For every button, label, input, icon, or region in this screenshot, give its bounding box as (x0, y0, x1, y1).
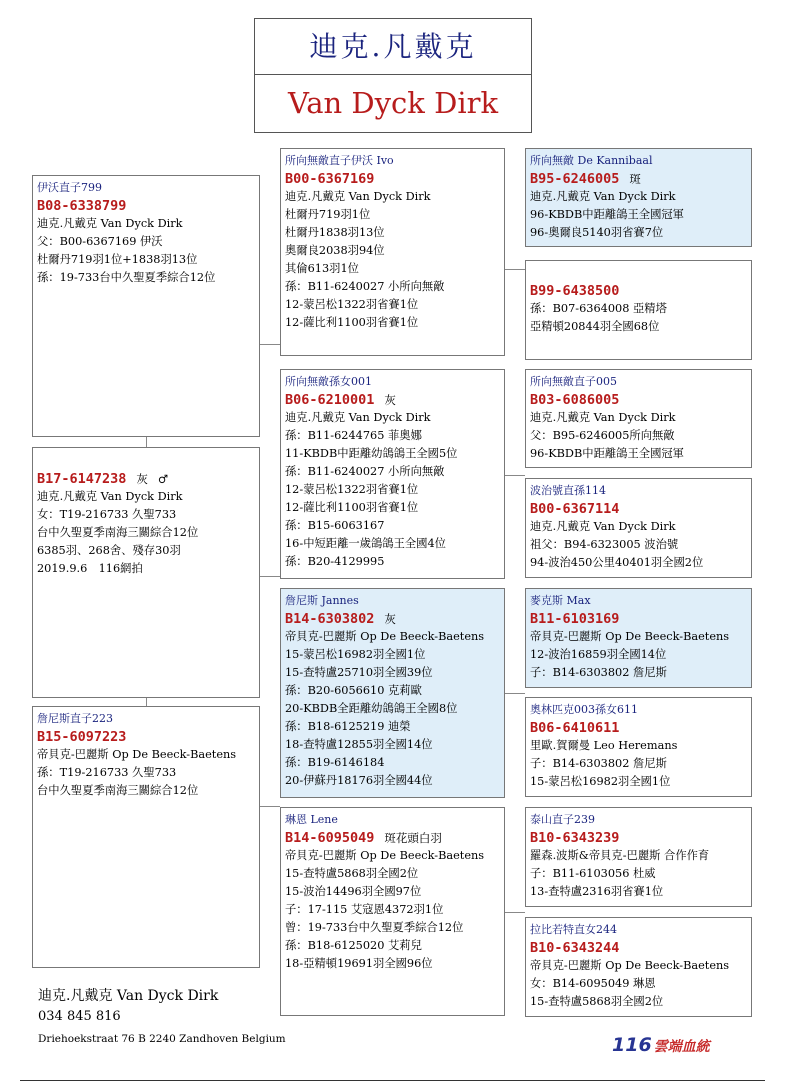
pedigree-line: 曾：19-733台中久聖夏季綜合12位 (285, 921, 464, 934)
pedigree-line: 帝貝克-巴麗斯 Op De Beeck-Baetens (285, 849, 485, 862)
pigeon-name: 波治號直孫114 (530, 484, 606, 497)
pedigree-line: 其倫613羽1位 (285, 262, 359, 275)
pedigree-line: 15-查特盧25710羽全國39位 (285, 666, 433, 679)
title-chinese-name: 迪克.凡戴克 (255, 19, 531, 75)
pedigree-line: 孫：T19-216733 久聖733 (37, 766, 177, 779)
pedigree-line: 2019.9.6 116網拍 (37, 562, 143, 575)
pedigree-line: 15-查特盧5868羽全國2位 (530, 995, 664, 1008)
pedigree-line: 12-薩比利1100羽省賽1位 (285, 501, 419, 514)
sire-card (32, 175, 260, 437)
ddd-card (525, 917, 752, 1017)
pedigree-line: 13-查特盧2316羽省賽1位 (530, 885, 664, 898)
sdd-card (525, 478, 752, 578)
logo-number: 116 (612, 1034, 652, 1056)
ring-number: B00-6367114 (530, 501, 620, 517)
ring-number: B08-6338799 (37, 198, 127, 214)
connector-line (146, 437, 147, 447)
pigeon-name: 奧林匹克003孫女611 (530, 703, 638, 716)
pedigree-line: 孫：19-733台中久聖夏季綜合12位 (37, 271, 216, 284)
ring-number: B03-6086005 (530, 392, 620, 408)
connector-line (505, 475, 525, 476)
pedigree-line: 12-蒙呂松1322羽省賽1位 (285, 298, 419, 311)
ring-number: B10-6343244 (530, 940, 620, 956)
subject-card (32, 447, 260, 698)
pedigree-line: 帝貝克-巴麗斯 Op De Beeck-Baetens (530, 630, 730, 643)
dam-dam-card (280, 807, 505, 1016)
pedigree-line: 迪克.凡戴克 Van Dyck Dirk (37, 490, 183, 503)
pedigree-line: 奧爾良2038羽94位 (285, 244, 385, 257)
pedigree-line: 孫：B07-6364008 亞精塔 (530, 302, 667, 315)
pigeon-name: 所向無敵 De Kannibaal (530, 154, 653, 167)
pedigree-line: 女：B14-6095049 琳恩 (530, 977, 656, 990)
pedigree-line: 孫：B15-6063167 (285, 519, 385, 532)
owner-phone: 034 845 816 (38, 1009, 121, 1024)
pedigree-line: 子：B14-6303802 詹尼斯 (530, 666, 667, 679)
pedigree-line: 亞精頓20844羽全國68位 (530, 320, 660, 333)
dam-card (32, 706, 260, 968)
pedigree-line: 11-KBDB中距離幼鴿鴿王全國5位 (285, 447, 458, 460)
sds-card (525, 369, 752, 468)
pedigree-line: 94-波治450公里40401羽全國2位 (530, 556, 704, 569)
pedigree-line: 父：B00-6367169 伊沃 (37, 235, 163, 248)
dsd-card (525, 697, 752, 797)
connector-line (505, 693, 525, 694)
title-english-name: Van Dyck Dirk (287, 86, 499, 120)
pedigree-line: 帝貝克-巴麗斯 Op De Beeck-Baetens (37, 748, 237, 761)
pedigree-line: 迪克.凡戴克 Van Dyck Dirk (285, 190, 431, 203)
pedigree-line: 女：T19-216733 久聖733 (37, 508, 177, 521)
pedigree-line: 子：B14-6303802 詹尼斯 (530, 757, 667, 770)
pedigree-line: 孫：B18-6125020 艾莉兒 (285, 939, 422, 952)
connector-line (146, 698, 147, 706)
pedigree-line: 96-KBDB中距離鴿王全國冠軍 (530, 208, 684, 221)
pigeon-name: 拉比若特直女244 (530, 923, 617, 936)
pigeon-name: 泰山直子239 (530, 813, 595, 826)
pedigree-line: 18-查特盧12855羽全國14位 (285, 738, 433, 751)
pedigree-line: 孫：B11-6240027 小所向無敵 (285, 280, 445, 293)
pedigree-line: 15-蒙呂松16982羽全國1位 (285, 648, 426, 661)
sire-sire-card (280, 148, 505, 356)
pedigree-line: 孫：B19-6146184 (285, 756, 385, 769)
sex-symbol: ♂ (157, 472, 169, 486)
feather-color: 斑 (629, 172, 641, 186)
pedigree-line: 里歐.賀爾曼 Leo Heremans (530, 739, 678, 752)
pedigree-line: 台中久聖夏季南海三關綜合12位 (37, 784, 199, 797)
dds-card (525, 807, 752, 907)
pedigree-line: 帝貝克-巴麗斯 Op De Beeck-Baetens (530, 959, 730, 972)
feather-color: 斑花頭白羽 (384, 831, 442, 845)
connector-line (505, 912, 525, 913)
pedigree-line: 20-伊蘇丹18176羽全國44位 (285, 774, 433, 787)
ring-number: B06-6210001 灰 (285, 392, 396, 408)
pedigree-line: 孫：B11-6240027 小所向無敵 (285, 465, 445, 478)
connector-line (260, 576, 280, 577)
pedigree-line: 父：B95-6246005所向無敵 (530, 429, 675, 442)
pedigree-line: 15-查特盧5868羽全國2位 (285, 867, 419, 880)
pedigree-line: 祖父：B94-6323005 波治號 (530, 538, 679, 551)
pedigree-line: 杜爾丹719羽1位+1838羽13位 (37, 253, 198, 266)
pedigree-line: 迪克.凡戴克 Van Dyck Dirk (37, 217, 183, 230)
pedigree-line: 子：B11-6103056 杜威 (530, 867, 656, 880)
pedigree-line: 孫：B11-6244765 菲奧娜 (285, 429, 422, 442)
ring-number: B06-6410611 (530, 720, 620, 736)
pedigree-line: 96-KBDB中距離鴿王全國冠軍 (530, 447, 684, 460)
pigeon-name: 麥克斯 Max (530, 594, 591, 607)
pedigree-line: 15-蒙呂松16982羽全國1位 (530, 775, 671, 788)
pedigree-line: 18-亞精頓19691羽全國96位 (285, 957, 433, 970)
ring-number: B99-6438500 (530, 283, 620, 299)
feather-color: 灰 (384, 612, 396, 626)
pedigree-line: 迪克.凡戴克 Van Dyck Dirk (530, 520, 676, 533)
pedigree-line: 12-薩比利1100羽省賽1位 (285, 316, 419, 329)
pedigree-line: 96-奧爾良5140羽省賽7位 (530, 226, 664, 239)
pedigree-line: 孫：B18-6125219 迪榮 (285, 720, 411, 733)
pedigree-line: 子：17-115 艾寇恩4372羽1位 (285, 903, 444, 916)
ring-number: B14-6303802 灰 (285, 611, 396, 627)
pedigree-line: 迪克.凡戴克 Van Dyck Dirk (530, 411, 676, 424)
pedigree-line: 孫：B20-6056610 克莉歐 (285, 684, 422, 697)
ring-number: B11-6103169 (530, 611, 620, 627)
pedigree-line: 孫：B20-4129995 (285, 555, 385, 568)
pedigree-line: 杜爾丹719羽1位 (285, 208, 371, 221)
pedigree-line: 15-波治14496羽全國97位 (285, 885, 422, 898)
pedigree-line: 6385羽、268舍、殘存30羽 (37, 544, 181, 557)
pedigree-line: 12-波治16859羽全國14位 (530, 648, 667, 661)
brand-logo (612, 1034, 710, 1056)
ring-number: B10-6343239 (530, 830, 620, 846)
pigeon-name: 所向無敵孫女001 (285, 375, 372, 388)
ring-number: B00-6367169 (285, 171, 375, 187)
feather-color: 灰 (136, 472, 148, 486)
connector-line (505, 269, 525, 270)
ring-number: B15-6097223 (37, 729, 127, 745)
dam-sire-card (280, 588, 505, 798)
pigeon-name: 詹尼斯直子223 (37, 712, 113, 725)
title-box (254, 18, 532, 133)
owner-address: Driehoekstraat 76 B 2240 Zandhoven Belgium (38, 1033, 286, 1045)
sss-card (525, 148, 752, 247)
pigeon-name: 所向無敵直子伊沃 Ivo (285, 154, 394, 167)
owner-name: 迪克.凡戴克 Van Dyck Dirk (38, 988, 219, 1004)
ring-number: B17-6147238 灰 ♂ (37, 471, 169, 487)
ring-number: B95-6246005 斑 (530, 171, 641, 187)
pedigree-line: 迪克.凡戴克 Van Dyck Dirk (285, 411, 431, 424)
pedigree-line: 16-中短距離一歲鴿鴿王全國4位 (285, 537, 446, 550)
pedigree-line: 杜爾丹1838羽13位 (285, 226, 385, 239)
pigeon-name: 琳恩 Lene (285, 813, 338, 826)
pedigree-line: 帝貝克-巴麗斯 Op De Beeck-Baetens (285, 630, 485, 643)
ring-number: B14-6095049 斑花頭白羽 (285, 830, 442, 846)
dss-card (525, 588, 752, 688)
connector-line (260, 806, 280, 807)
bottom-divider (20, 1080, 765, 1081)
pedigree-line: 台中久聖夏季南海三關綜合12位 (37, 526, 199, 539)
pigeon-name: 伊沃直子799 (37, 181, 102, 194)
logo-text: 雲端血統 (653, 1039, 710, 1055)
pedigree-line: 12-蒙呂松1322羽省賽1位 (285, 483, 419, 496)
pedigree-line: 20-KBDB全距離幼鴿鴿王全國8位 (285, 702, 458, 715)
feather-color: 灰 (384, 393, 396, 407)
pedigree-line: 羅森.波斯&帝貝克-巴麗斯 合作作育 (530, 849, 710, 862)
connector-line (260, 344, 280, 345)
sire-dam-card (280, 369, 505, 579)
ssd-card (525, 260, 752, 360)
pedigree-line: 迪克.凡戴克 Van Dyck Dirk (530, 190, 676, 203)
pigeon-name: 詹尼斯 Jannes (285, 594, 359, 607)
pigeon-name: 所向無敵直子005 (530, 375, 617, 388)
